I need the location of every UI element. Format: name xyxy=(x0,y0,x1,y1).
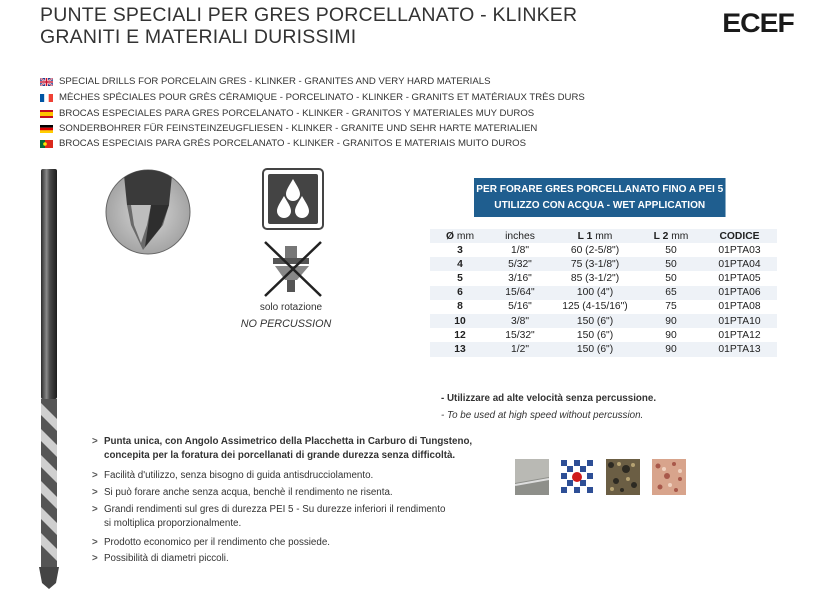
material-swatch-granite-dark xyxy=(606,459,640,495)
arrow-bullet-icon: > xyxy=(92,553,98,564)
spain-flag-icon xyxy=(40,110,53,118)
rotation-only-label: solo rotazione xyxy=(259,302,323,313)
lang-line-en xyxy=(40,76,490,87)
lang-text-pt: BROCAS ESPECIAIS PARA GRÉS PORCELANATO - KLINKER - GRANITOS E MATERIAIS MUITO DUROS xyxy=(59,138,526,149)
table-row: 3 1/8" 60 (2-5/8") 50 01PTA03 xyxy=(457,244,761,256)
title-line-2: GRANITI E MATERIALI DURISSIMI xyxy=(40,26,357,48)
arrow-bullet-icon: > xyxy=(92,504,98,515)
material-swatch-granite-pink xyxy=(652,459,686,495)
lang-line-pt xyxy=(40,138,526,149)
portugal-flag-icon xyxy=(40,140,53,148)
lang-line-de xyxy=(40,123,537,134)
table-header-row xyxy=(430,229,777,243)
bullet-6: > Possibilità di diametri piccoli. xyxy=(92,553,229,564)
bullet-1: > Punta unica, con Angolo Assimetrico della Placchetta in Carburo di Tungsteno, concepita per la foratura dei porcellanati di grande durezza senza difficoltà. xyxy=(92,436,473,461)
title-line-1: PUNTE SPECIALI PER GRES PORCELLANATO - KLINKER xyxy=(40,4,578,26)
water-drops-icon xyxy=(262,168,324,230)
arrow-bullet-icon: > xyxy=(92,537,98,548)
lang-text-de: SONDERBOHRER FÜR FEINSTEINZEUGFLIESEN - KLINKER - GRANITE UND SEHR HARTE MATERIALIEN xyxy=(59,123,538,134)
drill-tip-closeup-image xyxy=(103,165,193,260)
usage-note-en: - To be used at high speed without percussion. xyxy=(441,410,644,421)
germany-flag-icon xyxy=(40,125,53,133)
lang-line-es xyxy=(40,108,534,119)
bullet-5: > Prodotto economico per il rendimento che possiede. xyxy=(92,537,331,548)
lang-text-fr: MÈCHES SPÉCIALES POUR GRÈS CÉRAMIQUE - PORCELINATO - KLINKER - GRANITS ET MATÉRIAUX TRÈS DURS xyxy=(59,92,585,103)
arrow-bullet-icon: > xyxy=(92,487,98,498)
arrow-bullet-icon: > xyxy=(92,470,98,481)
table-row: 6 15/64" 100 (4") 65 01PTA06 xyxy=(430,286,777,300)
table-row: 12 15/32" 150 (6") 90 01PTA12 xyxy=(454,329,761,341)
application-line-2: UTILIZZO CON ACQUA - WET APPLICATION xyxy=(494,199,706,211)
brand-logo: ECEF xyxy=(722,8,794,38)
application-banner xyxy=(474,178,726,217)
table-row: 13 1/2" 150 (6") 90 01PTA13 xyxy=(430,342,777,356)
uk-flag-icon xyxy=(40,78,53,86)
page-title xyxy=(40,4,577,48)
col-l1: L 1 mm xyxy=(550,229,640,243)
col-code: CODICE xyxy=(702,229,777,243)
table-row: 10 3/8" 150 (6") 90 01PTA10 xyxy=(430,314,777,328)
table-row: 4 5/32" 75 (3-1/8") 50 01PTA04 xyxy=(430,257,777,271)
col-diameter: Ø mm xyxy=(430,229,490,243)
material-swatch-tile xyxy=(515,459,549,495)
bullet-4: > Grandi rendimenti sul gres di durezza PEI 5 - Su durezze inferiori il rendimento si moltiplica proporzionalmente. xyxy=(92,504,446,529)
lang-line-fr xyxy=(40,92,585,103)
application-line-1: PER FORARE GRES PORCELLANATO FINO A PEI 5 xyxy=(476,183,724,195)
col-l2: L 2 mm xyxy=(640,229,702,243)
bullet-2: > Facilità d'utilizzo, senza bisogno di guida antisdrucciolamento. xyxy=(92,470,374,481)
table-row: 5 3/16" 85 (3-1/2") 50 01PTA05 xyxy=(457,272,761,284)
arrow-bullet-icon: > xyxy=(92,436,98,447)
no-percussion-icon xyxy=(263,240,323,298)
table-row: 8 5/16" 125 (4-15/16") 75 01PTA08 xyxy=(457,301,761,313)
france-flag-icon xyxy=(40,94,53,102)
lang-text-es: BROCAS ESPECIALES PARA GRES PORCELANATO - KLINKER - GRANITOS Y MATERIALES MUY DUROS xyxy=(59,108,535,119)
material-swatch-mosaic xyxy=(560,459,594,495)
usage-note-it: - Utilizzare ad alte velocità senza percussione. xyxy=(441,393,657,404)
no-percussion-label: NO PERCUSSION xyxy=(240,318,332,330)
bullet-3: > Si può forare anche senza acqua, benchè il rendimento ne risenta. xyxy=(92,487,393,498)
drill-bit-image xyxy=(30,163,70,589)
col-inches: inches xyxy=(490,229,550,243)
specs-table xyxy=(430,229,777,357)
lang-text-en: SPECIAL DRILLS FOR PORCELAIN GRES - KLINKER - GRANITES AND VERY HARD MATERIALS xyxy=(59,76,491,87)
